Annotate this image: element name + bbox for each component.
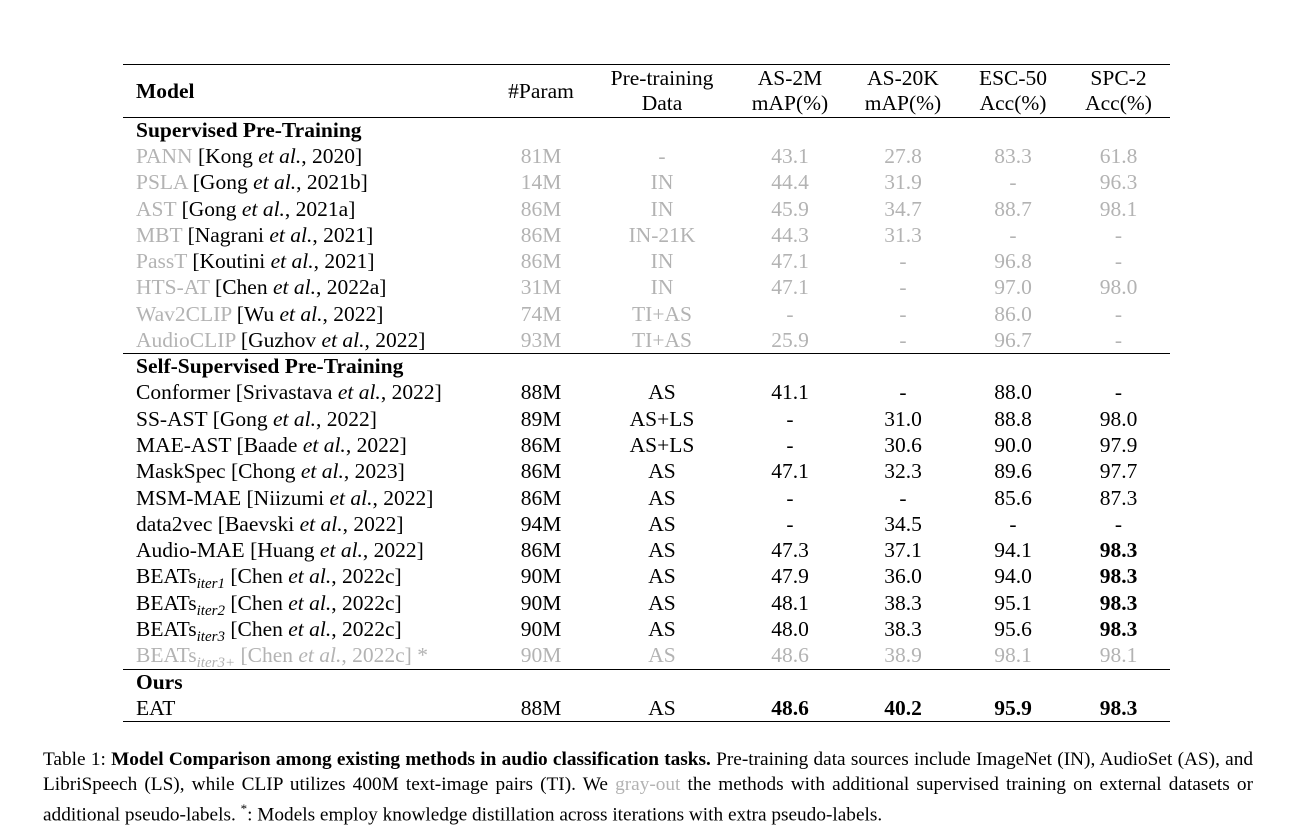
cell-as2m: 41.1 [771,380,809,405]
cell-as2m: 44.3 [771,222,809,247]
cell-param: 86M [520,196,562,221]
cell-param: 90M [520,564,562,589]
model-name: HTS-AT [136,275,210,300]
cell-as20k: 38.3 [884,617,922,642]
cell-spc: 98.1 [1099,643,1138,668]
cell-model [123,511,491,537]
cell-param: 86M [520,538,562,563]
citation: [Nagrani et al., 2021] [187,222,374,247]
cell-model [123,485,491,511]
cell-as2m: 48.6 [771,643,809,668]
header-as2m: AS-2M mAP(%) [733,65,847,118]
citation: [Koutini et al., 2021] [192,249,375,274]
cell-esc: 95.6 [994,617,1032,642]
cell-spc: 96.3 [1099,170,1138,195]
cell-param: 86M [520,222,562,247]
cell-esc: 95.9 [959,695,1067,722]
citation: [Chen et al., 2022c] [230,617,402,642]
citation: [Kong et al., 2020] [197,144,363,168]
header-row [123,65,1170,118]
cell-data: AS [648,380,676,405]
cell-as2m: 47.3 [771,538,809,563]
cell-model [123,537,491,563]
model-comparison-table [123,64,1170,722]
citation: [Chen et al., 2022c] * [240,643,428,668]
model-name: PSLA [136,170,188,195]
cell-esc: 94.1 [994,538,1032,563]
cell-as2m: 48.0 [771,617,809,642]
cell-data: IN [650,170,674,195]
table-row [123,406,1170,432]
cell-esc: 88.7 [994,196,1032,221]
cell-as2m: 48.1 [771,590,809,615]
header-data: Pre-training Data [591,65,733,118]
cell-data: IN [650,196,674,221]
model-subscript: iter1 [196,576,225,593]
cell-data: AS [648,538,676,563]
cell-model [123,563,491,593]
cell-esc: 97.0 [994,275,1032,300]
caption-text-2: the methods with additional supervised training on external datasets or additional pseudo-labels. [43,773,1253,826]
table-row [123,327,1170,354]
cell-model [123,248,491,274]
model-name: MAE-AST [136,432,232,457]
cell-data: AS [591,695,733,722]
citation: [Huang et al., 2022] [250,538,424,563]
caption-label: Table 1: [43,749,112,770]
cell-as20k: 37.1 [884,538,922,563]
header-model: Model [123,65,491,118]
cell-data: IN [650,249,674,274]
cell-as2m: - [786,511,794,536]
table-row [123,485,1170,511]
cell-data: IN [650,275,674,300]
cell-data: TI+AS [632,328,692,353]
cell-as20k: - [899,485,907,510]
cell-param: 86M [520,432,562,457]
caption-text-3: : Models employ knowledge distillation across iterations with extra pseudo-labels. [247,804,883,826]
citation: [Baade et al., 2022] [236,432,407,457]
table-row [123,695,1170,722]
caption-star: * [240,801,248,816]
table-caption [43,748,1253,828]
cell-spc: - [1114,249,1123,274]
cell-data: IN-21K [628,222,696,247]
model-name: MBT [136,222,183,247]
cell-as20k: - [899,301,907,326]
cell-esc: 88.0 [994,380,1032,405]
citation: [Niizumi et al., 2022] [246,485,434,510]
citation: [Wu et al., 2022] [236,301,384,326]
table-row [123,616,1170,642]
model-name: AudioCLIP [136,328,236,353]
cell-param: 14M [520,170,562,195]
model-name: Wav2CLIP [136,301,232,326]
cell-param: 86M [520,485,562,510]
cell-model [123,196,491,222]
header-as20k: AS-20K mAP(%) [847,65,959,118]
caption-title: Model Comparison among existing methods in audio classification tasks. [111,749,711,770]
table-body [123,118,1170,722]
cell-param: 86M [520,459,562,484]
cell-as20k: 31.0 [884,406,922,431]
cell-data: AS [648,511,676,536]
cell-spc: 98.3 [1067,695,1170,722]
cell-model [123,379,491,405]
citation: [Chen et al., 2022c] [230,564,402,589]
cell-data: AS [648,564,676,589]
header-esc50: ESC-50 Acc(%) [959,65,1067,118]
cell-as2m: 47.1 [771,275,809,300]
table-row [123,222,1170,248]
cell-as20k: 34.7 [884,196,922,221]
citation: [Srivastava et al., 2022] [235,380,442,405]
cell-esc: 95.1 [994,590,1032,615]
citation: [Chong et al., 2023] [230,459,405,484]
cell-spc: 98.3 [1099,564,1138,589]
cell-spc: 98.1 [1099,196,1138,221]
cell-data: AS [648,485,676,510]
table-row [123,432,1170,458]
cell-as2m: - [786,485,794,510]
table-row [123,590,1170,616]
table-row [123,458,1170,484]
cell-model [123,143,491,169]
cell-data: TI+AS [632,301,692,326]
cell-esc: 90.0 [994,432,1032,457]
cell-spc: 98.3 [1099,590,1138,615]
cell-as20k: 32.3 [884,459,922,484]
cell-as20k: - [899,249,907,274]
cell-as20k: - [899,328,907,353]
cell-as2m: 25.9 [771,328,809,353]
cell-model [123,274,491,300]
cell-esc: 85.6 [994,485,1032,510]
cell-as20k: 31.9 [884,170,922,195]
cell-esc: - [1009,170,1017,195]
cell-as2m: 47.9 [771,564,809,589]
cell-model [123,222,491,248]
cell-spc: - [1114,222,1123,247]
cell-as20k: 40.2 [847,695,959,722]
caption-grayout-word: gray-out [615,773,681,795]
cell-model [123,695,491,722]
cell-esc: 96.7 [994,328,1032,353]
table-row [123,511,1170,537]
cell-as20k: 36.0 [884,564,922,589]
cell-model [123,432,491,458]
citation: [Gong et al., 2021b] [192,170,368,195]
cell-spc: 61.8 [1099,144,1138,168]
cell-esc: 86.0 [994,301,1032,326]
cell-spc: - [1114,380,1123,405]
model-name: MaskSpec [136,459,226,484]
cell-esc: 94.0 [994,564,1032,589]
cell-model [123,327,491,354]
cell-as20k: 38.9 [884,643,922,668]
model-name: BEATs [136,643,197,668]
cell-model [123,616,491,646]
model-name: data2vec [136,511,213,536]
cell-as20k: 30.6 [884,432,922,457]
cell-spc: 98.0 [1099,275,1138,300]
citation: [Chen et al., 2022c] [230,590,402,615]
model-subscript: iter3+ [196,655,236,672]
citation: [Gong et al., 2022] [212,406,377,431]
model-name: Audio-MAE [136,538,245,563]
cell-param: 81M [520,144,562,168]
header-param: #Param [491,65,591,118]
cell-data: AS [648,459,676,484]
cell-param: 88M [491,695,591,722]
citation: [Gong et al., 2021a] [181,196,356,221]
table-row [123,642,1170,669]
model-name: PassT [136,249,187,274]
cell-as2m: 45.9 [771,196,809,221]
table-row [123,563,1170,589]
table-row [123,537,1170,563]
cell-esc: 88.8 [994,406,1032,431]
caption-text-1: Pre-training data sources include ImageNet (IN), AudioSet (AS), and LibriSpeech (LS), while CLIP utilizes 400M text-image pairs (TI). We [43,749,1254,795]
cell-as20k: 34.5 [884,511,922,536]
cell-data: AS+LS [629,432,695,457]
cell-as2m: - [786,406,794,431]
cell-param: 89M [520,406,562,431]
cell-data: AS [648,643,676,668]
cell-data: AS [648,617,676,642]
cell-esc: - [1009,222,1017,247]
model-subscript: iter2 [196,602,225,619]
cell-as20k: 31.3 [884,222,922,247]
cell-spc: 97.9 [1099,432,1138,457]
table-row [123,143,1170,169]
results-table-container [123,64,1170,722]
cell-spc: 97.7 [1099,459,1138,484]
section-ours: Ours [123,669,1170,695]
model-name: BEATs [136,590,197,615]
model-name: BEATs [136,564,197,589]
table-row [123,196,1170,222]
cell-model [123,169,491,195]
cell-as2m: 48.6 [733,695,847,722]
cell-model [123,458,491,484]
table-row [123,274,1170,300]
cell-spc: 98.3 [1099,617,1138,642]
cell-model [123,301,491,327]
cell-as2m: 44.4 [771,170,809,195]
cell-esc: 96.8 [994,249,1032,274]
cell-spc: 87.3 [1099,485,1138,510]
cell-param: 90M [520,643,562,668]
cell-spc: - [1114,328,1123,353]
model-name: AST [136,196,177,221]
cell-as2m: - [786,432,794,457]
cell-model [123,406,491,432]
cell-as2m: - [786,301,794,326]
model-name: MSM-MAE [136,485,242,510]
citation: [Baevski et al., 2022] [217,511,404,536]
cell-param: 86M [520,249,562,274]
citation: [Chen et al., 2022a] [215,275,387,300]
cell-param: 31M [520,275,562,300]
cell-model [123,590,491,619]
table-row [123,379,1170,405]
model-name: SS-AST [136,406,208,431]
cell-as20k: - [899,380,907,405]
cell-as20k: 27.8 [884,144,922,168]
citation: [Guzhov et al., 2022] [240,328,426,353]
cell-esc: 89.6 [994,459,1032,484]
cell-esc: 98.1 [994,643,1032,668]
header-spc2: SPC-2 Acc(%) [1067,65,1170,118]
cell-model [123,642,491,672]
cell-as2m: 47.1 [771,249,809,274]
section-supervised: Supervised Pre-Training [136,118,362,142]
cell-as2m: 43.1 [771,144,809,168]
model-name: PANN [136,144,193,168]
cell-spc: 98.0 [1099,406,1138,431]
cell-data: AS+LS [629,406,695,431]
model-name: BEATs [136,617,197,642]
table-row [123,169,1170,195]
cell-as2m: 47.1 [771,459,809,484]
cell-as20k: 38.3 [884,590,922,615]
cell-param: 90M [520,590,562,615]
cell-spc: 98.3 [1099,538,1138,563]
cell-esc: - [1009,511,1017,536]
model-name: EAT [136,695,176,720]
cell-param: 94M [520,511,562,536]
model-name: Conformer [136,380,231,405]
cell-param: 88M [520,380,562,405]
table-row [123,301,1170,327]
cell-param: 93M [520,328,562,353]
cell-as20k: - [899,275,907,300]
cell-spc: - [1114,301,1123,326]
table-row [123,248,1170,274]
model-subscript: iter3 [196,629,225,646]
cell-param: 74M [520,301,562,326]
cell-esc: 83.3 [994,144,1032,168]
cell-data: - [658,144,666,168]
cell-spc: - [1114,511,1123,536]
cell-param: 90M [520,617,562,642]
section-self-supervised: Self-Supervised Pre-Training [123,354,1170,380]
cell-data: AS [648,590,676,615]
